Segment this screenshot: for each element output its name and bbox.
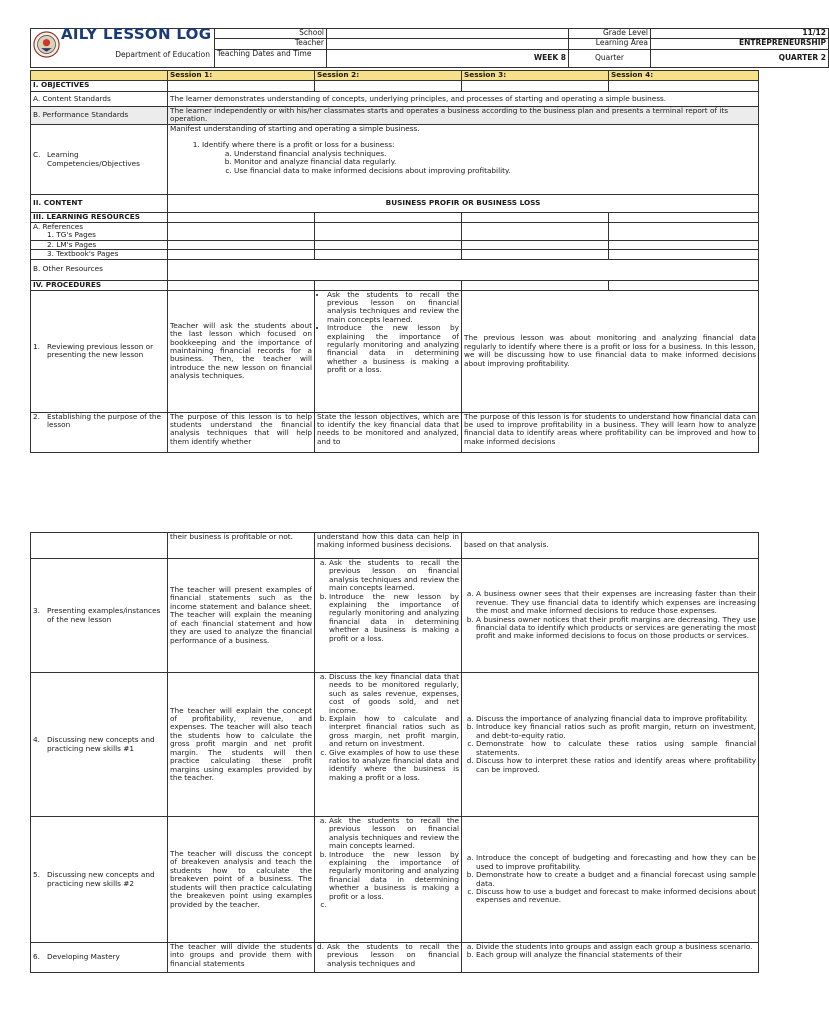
procedure-4-session-3 [462, 673, 759, 817]
list-item: b. Introduce the new lesson by explaining the importance of regularly monitoring and analyzing financial data in determining whether a business is making a profit or a loss. [329, 593, 459, 643]
competency-sub: b. Monitor and analyze financial data regularly. [234, 158, 756, 166]
procedure-5-session-1: The teacher will discuss the concept of breakeven analysis and teach the students how to calculate the breakeven point of a business. The students will then practice calculating the breakeven point using examples provided by the teacher. [168, 817, 315, 943]
list-item: • Ask the students to recall the previous lesson on financial analysis techniques and review the main concepts learned. [327, 291, 459, 325]
procedure-4-label-cell [31, 673, 168, 817]
quarter-label: Quarter [569, 49, 651, 68]
procedure-3-session-1: The teacher will present examples of financial statements such as the income statement and balance sheet. The teacher will explain the meaning of each financial statement and how they are used to analyze the financial performance of a business. [168, 559, 315, 673]
procedure-3-label: Presenting examples/instances of the new lesson [47, 606, 161, 624]
quarter-value: QUARTER 2 [651, 49, 829, 68]
list-item: c. Discuss how to use a budget and forecast to make informed decisions about expenses and revenue. [476, 888, 756, 905]
learning-area-label: Learning Area [569, 39, 651, 49]
session-2-header: Session 2: [315, 71, 462, 81]
procedure-5-session-3 [462, 817, 759, 943]
procedure-2-session-2-cont: understand how this data can help in making informed business decisions. [315, 533, 462, 559]
list-item: a. A business owner sees that their expenses are increasing faster than their revenue. They use financial data to identify which expenses are increasing the most and make informed decisions to reduce those expenses. [476, 590, 756, 615]
other-resources-label: B. Other Resources [31, 259, 168, 280]
deped-seal-icon [33, 31, 60, 58]
procedure-2-session-1-cont: their business is profitable or not. [168, 533, 315, 559]
procedure-2-label: Establishing the purpose of the lesson [47, 411, 162, 430]
list-item: a. Ask the students to recall the previous lesson on financial analysis techniques and review the main concepts learned. [329, 817, 459, 851]
page-title: AILY LESSON LOG [61, 25, 212, 43]
lesson-log-page-2 [30, 532, 758, 973]
teacher-label: Teacher [215, 39, 327, 49]
procedure-5-label: Discussing new concepts and practicing new skills #2 [47, 870, 155, 888]
list-item: c. Demonstrate how to calculate these ratios using sample financial statements. [476, 740, 756, 757]
lesson-log-body [30, 70, 759, 453]
list-item: a. Discuss the importance of analyzing financial data to improve profitability. [476, 715, 756, 723]
procedure-6-session-2 [315, 943, 462, 973]
competencies-label-cell [31, 125, 168, 195]
objectives-heading: I. OBJECTIVES [31, 81, 168, 92]
procedure-6-session-3 [462, 943, 759, 973]
session-1-header: Session 1: [168, 71, 315, 81]
list-item: a. Divide the students into groups and assign each group a business scenario. [476, 943, 756, 951]
competencies-intro: Manifest understanding of starting and operating a simple business. [170, 124, 420, 133]
competency-main: Identify where there is a profit or loss for a business: [202, 140, 395, 150]
procedures-heading: IV. PROCEDURES [31, 280, 168, 290]
performance-standards-label: B. Performance Standards [31, 107, 168, 125]
procedure-1-session-1: Teacher will ask the students about the last lesson which focused on bookkeeping and the importance of maintaining financial records for a business. Then, the teacher will introduce the new lesson on financial analysis techniques. [168, 290, 315, 412]
session-3-header: Session 3: [462, 71, 609, 81]
procedure-6-session-1: The teacher will divide the students into groups and provide them with financial statements [168, 943, 315, 973]
references-cell [31, 223, 168, 241]
procedure-2-session-2: State the lesson objectives, which are to identify the key financial data that needs to be monitored and analyzed, and to [315, 412, 462, 452]
procedure-2-session-3: The purpose of this lesson is for students to understand how financial data can be used to improve profitability in a business. They will learn how to analyze financial data to identify areas where profitability can be improved and how to make informed decisions [462, 412, 759, 452]
list-item: • Introduce the new lesson by explaining the importance of regularly monitoring and analyzing financial data in determining whether a business is making a profit or a loss. [327, 324, 459, 374]
content-heading: II. CONTENT [31, 195, 168, 213]
list-marker: d. [317, 942, 324, 951]
lm-pages-label: 2. LM's Pages [31, 240, 168, 249]
competencies-list [180, 141, 756, 175]
lesson-log-header [30, 25, 829, 68]
content-standards-value: The learner demonstrates understanding of concepts, underlying principles, and processes of starting and operating a simple business. [168, 92, 759, 107]
procedure-6-label: Developing Mastery [47, 952, 120, 962]
teaching-dates-label: Teaching Dates and Time [215, 49, 327, 68]
department-label: Department of Education [115, 50, 210, 59]
list-item: d. Discuss how to interpret these ratios and identify areas where profitability can be improved. [476, 757, 756, 774]
list-item [329, 901, 459, 909]
list-item: a. Introduce the concept of budgeting and forecasting and how they can be used to improve profitability. [476, 854, 756, 871]
lesson-log-page-1 [30, 25, 826, 453]
grade-level-value: 11/12 [651, 29, 829, 39]
competencies-num: C. [33, 150, 41, 160]
procedure-2-session-3-cont: based on that analysis. [462, 533, 759, 559]
header-title-cell [31, 25, 215, 68]
procedure-3-session-3 [462, 559, 759, 673]
procedure-4-num: 4. [33, 735, 40, 745]
content-value: BUSINESS PROFIR OR BUSINESS LOSS [168, 195, 759, 213]
procedure-6-label-cell [31, 943, 168, 973]
procedure-1-label: Reviewing previous lesson or presenting the new lesson [47, 341, 154, 360]
list-item: b. Each group will analyze the financial statements of their [476, 951, 756, 959]
procedure-4-session-1: The teacher will explain the concept of profitability, revenue, and expenses. The teacher will also teach the students how to calculate the gross profit margin and net profit margin. The students will then practice calculating these profit margins using examples provided by the teacher. [168, 673, 315, 817]
grade-level-label: Grade Level [569, 29, 651, 39]
list-item: b. Demonstrate how to create a budget and a financial forecast using sample data. [476, 871, 756, 888]
procedure-4-session-2 [315, 673, 462, 817]
list-item: c. Give examples of how to use these ratios to analyze financial data and identify where the business is making a profit or a loss. [329, 749, 459, 783]
procedure-3-label-cell [31, 559, 168, 673]
list-item: b. Introduce key financial ratios such as profit margin, return on investment, and debt-to-equity ratio. [476, 723, 756, 740]
list-item: b. Introduce the new lesson by explaining the importance of regularly monitoring and analyzing financial data in determining whether a business is making a profit or a loss. [329, 851, 459, 901]
procedure-5-num: 5. [33, 870, 40, 880]
competencies-value [168, 125, 759, 195]
list-item: a. Ask the students to recall the previous lesson on financial analysis techniques and review the main concepts learned. [329, 559, 459, 593]
resources-heading: III. LEARNING RESOURCES [31, 213, 168, 223]
teaching-dates-value: WEEK 8 [327, 49, 569, 68]
competencies-label: Learning Competencies/Objectives [47, 150, 140, 168]
procedure-2-num: 2. [33, 411, 40, 421]
learning-area-value: ENTREPRENEURSHIP [651, 39, 829, 49]
procedure-1-num: 1. [33, 341, 40, 351]
competency-sub: c. Use financial data to make informed decisions about improving profitability. [234, 167, 756, 175]
content-standards-label: A. Content Standards [31, 92, 168, 107]
procedure-5-session-2 [315, 817, 462, 943]
procedure-6-num: 6. [33, 952, 40, 962]
references-label: A. References [33, 222, 84, 231]
school-label: School [215, 29, 327, 39]
performance-standards-value: The learner independently or with his/her classmates starts and operates a business according to the business plan and presents a terminal report of its operation. [168, 107, 759, 125]
procedure-4-label: Discussing new concepts and practicing new skills #1 [47, 735, 155, 753]
procedure-2-label-cell [31, 412, 168, 452]
procedure-1-label-cell [31, 290, 168, 412]
session-corner [31, 71, 168, 81]
textbook-pages-label: 3. Textbook's Pages [31, 250, 168, 259]
session-4-header: Session 4: [609, 71, 759, 81]
list-item: b. A business owner notices that their profit margins are decreasing. They use financial data to identify which products or services are generating the most profit and make informed decisions to focus on those products or services. [476, 616, 756, 641]
competency-sub: a. Understand financial analysis techniques. [234, 150, 756, 158]
teacher-value [327, 39, 569, 49]
school-value [327, 29, 569, 39]
procedure-1-session-3: The previous lesson was about monitoring and analyzing financial data regularly to identify where there is a profit or loss for a business. In this lesson, we will be discussing how to use financial data to make informed decisions about improving profitability. [462, 290, 759, 412]
tg-pages-label: 1. TG's Pages [47, 230, 96, 240]
procedure-3-num: 3. [33, 606, 40, 616]
procedure-2-session-1: The purpose of this lesson is to help students understand the financial analysis techniques that will help them identify whether [168, 412, 315, 452]
procedure-2-label-cont [31, 533, 168, 559]
list-item: a. Discuss the key financial data that needs to be monitored regularly, such as sales revenue, expenses, cost of goods sold, and net income. [329, 673, 459, 715]
procedure-3-session-2 [315, 559, 462, 673]
procedure-1-session-2 [315, 290, 462, 412]
list-item: b. Explain how to calculate and interpret financial ratios such as gross margin, net profit margin, and return on investment. [329, 715, 459, 749]
lesson-log-body-continued [30, 532, 759, 973]
procedure-5-label-cell [31, 817, 168, 943]
list-item: Ask the students to recall the previous lesson on financial analysis techniques and [327, 942, 459, 968]
